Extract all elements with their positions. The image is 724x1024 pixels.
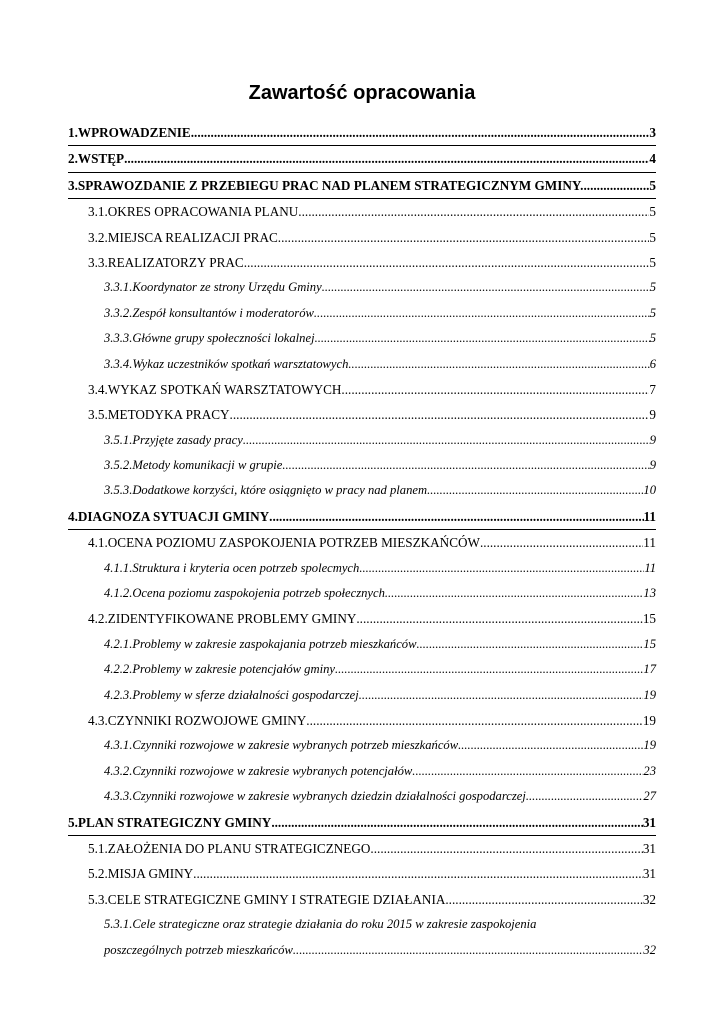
- toc-entry-label: 4.1.2.Ocena poziomu zaspokojenia potrzeb społecznych: [104, 586, 385, 601]
- toc-entry[interactable]: [68, 708, 656, 733]
- dot-leader: [359, 683, 644, 708]
- toc-page-number: 7: [649, 381, 656, 397]
- dot-leader: [359, 556, 644, 581]
- toc-entry[interactable]: [68, 912, 656, 937]
- toc-entry[interactable]: [68, 632, 656, 657]
- toc-entry[interactable]: [68, 657, 656, 682]
- toc-entry-label: 4.DIAGNOZA SYTUACJI GMINY: [68, 508, 270, 524]
- dot-leader: [583, 173, 649, 198]
- dot-leader: [335, 657, 643, 682]
- toc-entry-label: 5.PLAN STRATEGICZNY GMINY: [68, 814, 272, 830]
- toc-entry-label: 3.3.4.Wykaz uczestników spotkań warsztatowych: [104, 356, 349, 371]
- toc-entry-label: 4.1.OCENA POZIOMU ZASPOKOJENIA POTRZEB MIESZKAŃCÓW: [88, 535, 480, 551]
- dot-leader: [306, 708, 643, 733]
- dot-leader: [244, 250, 650, 275]
- toc-entry[interactable]: [68, 250, 656, 275]
- dot-leader: [458, 733, 643, 758]
- toc-page-number: 9: [649, 432, 656, 447]
- toc-entry-label: 4.2.3.Problemy w sferze działalności gospodarczej: [104, 687, 359, 702]
- toc-page-number: 5: [649, 177, 656, 193]
- toc-entry-label: 1.WPROWADZENIE: [68, 125, 191, 140]
- toc-page-number: 11: [643, 535, 656, 551]
- dot-leader: [191, 120, 650, 145]
- toc-page-number: 23: [643, 763, 656, 778]
- toc-entry[interactable]: [68, 275, 656, 300]
- toc-page-number: 11: [644, 560, 656, 575]
- dot-leader: [416, 632, 643, 657]
- toc-entry[interactable]: [68, 683, 656, 708]
- toc-entry[interactable]: [68, 530, 656, 555]
- toc-entry[interactable]: [68, 301, 656, 326]
- toc-page-number: 17: [643, 662, 656, 677]
- toc-entry[interactable]: [68, 581, 656, 606]
- toc-entry-label: 4.1.1.Struktura i kryteria ocen potrzeb spolecmych: [104, 560, 360, 575]
- toc-entry-continuation[interactable]: [68, 938, 656, 963]
- toc-page-number: 6: [649, 356, 656, 371]
- toc-entry-label: 3.5.METODYKA PRACY: [88, 407, 230, 423]
- dot-leader: [278, 225, 650, 250]
- toc-entry[interactable]: [68, 146, 656, 172]
- toc-entry-label: 4.2.1.Problemy w zakresie zaspokajania potrzeb mieszkańców: [104, 636, 417, 651]
- dot-leader: [412, 759, 643, 784]
- toc-page-number: 31: [642, 866, 656, 882]
- toc-entry[interactable]: [68, 836, 656, 861]
- toc-page-number: 5: [649, 204, 656, 220]
- dot-leader: [269, 504, 643, 529]
- toc-page-number: 31: [642, 814, 656, 830]
- toc-entry-label: 4.2.2.Problemy w zakresie potencjałów gminy: [104, 662, 335, 677]
- dot-leader: [348, 352, 649, 377]
- toc-entry[interactable]: [68, 556, 656, 581]
- dot-leader: [298, 199, 649, 224]
- toc-entry[interactable]: [68, 377, 656, 402]
- dot-leader: [193, 861, 643, 886]
- toc-entry-label: 3.3.REALIZATORZY PRAC: [88, 254, 244, 270]
- toc-entry[interactable]: [68, 120, 656, 146]
- toc-page-number: 9: [649, 458, 656, 473]
- toc-entry[interactable]: [68, 478, 656, 503]
- toc-entry-label: 3.4.WYKAZ SPOTKAŃ WARSZTATOWYCH: [88, 381, 342, 397]
- toc-entry[interactable]: [68, 606, 656, 631]
- toc-entry[interactable]: [68, 402, 656, 427]
- toc-page-number: 3: [649, 125, 656, 140]
- toc-entry[interactable]: [68, 173, 656, 199]
- toc-entry-label: 3.3.3.Główne grupy społeczności lokalnej: [104, 331, 315, 346]
- toc-page-number: 11: [643, 508, 656, 524]
- page-title: Zawartość opracowania: [248, 82, 476, 104]
- toc-page-number: 32: [642, 891, 656, 907]
- toc-entry-label: 3.SPRAWOZDANIE Z PRZEBIEGU PRAC NAD PLANEM STRATEGICZNYM GMINY.: [68, 177, 584, 193]
- toc-entry-label: 2.WSTĘP: [68, 151, 125, 167]
- dot-leader: [526, 784, 644, 809]
- toc-entry-label: 3.5.2.Metody komunikacji w grupie: [104, 458, 283, 473]
- dot-leader: [282, 453, 649, 478]
- dot-leader: [370, 836, 642, 861]
- toc-entry[interactable]: [68, 352, 656, 377]
- toc-page-number: 31: [642, 840, 656, 856]
- toc-page-number: 13: [643, 586, 656, 601]
- toc-page-number: 15: [642, 611, 656, 627]
- toc-entry[interactable]: [68, 199, 656, 224]
- toc-page-number: 9: [649, 407, 656, 423]
- toc-page-number: 5: [649, 229, 656, 245]
- toc-page-number: 32: [643, 942, 656, 957]
- toc-page-number: 19: [643, 687, 656, 702]
- toc-entry-label: 4.3.CZYNNIKI ROZWOJOWE GMINY: [88, 712, 307, 728]
- dot-leader: [356, 606, 642, 631]
- dot-leader: [124, 146, 649, 171]
- dot-leader: [293, 938, 644, 963]
- toc-entry[interactable]: [68, 225, 656, 250]
- dot-leader: [341, 377, 649, 402]
- toc-page-number: 19: [642, 712, 656, 728]
- toc-entry-label: poszczególnych potrzeb mieszkańców: [104, 942, 293, 957]
- toc-page-number: 5: [649, 280, 656, 295]
- toc-page-number: 19: [643, 738, 656, 753]
- toc-entry-label: 5.1.ZAŁOŻENIA DO PLANU STRATEGICZNEGO: [88, 840, 371, 856]
- dot-leader: [315, 326, 650, 351]
- toc-page-number: 10: [643, 483, 656, 498]
- toc-entry[interactable]: [68, 810, 656, 836]
- toc-entry[interactable]: [68, 453, 656, 478]
- dot-leader: [271, 810, 642, 835]
- toc-page-number: 5: [649, 305, 656, 320]
- toc-entry-label: 5.2.MISJA GMINY: [88, 866, 194, 882]
- toc-page-number: 4: [649, 151, 656, 167]
- toc-entry[interactable]: [68, 428, 656, 453]
- toc-entry[interactable]: [68, 759, 656, 784]
- dot-leader: [427, 478, 643, 503]
- toc-entry[interactable]: [68, 733, 656, 758]
- dot-leader: [480, 530, 643, 555]
- toc-entry[interactable]: [68, 784, 656, 809]
- dot-leader: [314, 301, 650, 326]
- toc-entry-label: 4.3.1.Czynniki rozwojowe w zakresie wybranych potrzeb mieszkańców: [104, 738, 459, 753]
- toc-entry-label: 3.3.2.Zespół konsultantów i moderatorów: [104, 305, 314, 320]
- dot-leader: [243, 428, 650, 453]
- toc-page-number: 5: [649, 331, 656, 346]
- toc-entry-label: 4.3.3.Czynniki rozwojowe w zakresie wybranych dziedzin działalności gospodarczej: [104, 789, 526, 804]
- toc-entry-label: 4.2.ZIDENTYFIKOWANE PROBLEMY GMINY: [88, 611, 357, 627]
- dot-leader: [445, 887, 642, 912]
- table-of-contents: [68, 120, 656, 963]
- toc-entry-label: 3.5.1.Przyjęte zasady pracy: [104, 432, 243, 447]
- toc-entry-label: 4.3.2.Czynniki rozwojowe w zakresie wybranych potencjałów: [104, 763, 413, 778]
- toc-entry[interactable]: [68, 861, 656, 886]
- dot-leader: [230, 402, 650, 427]
- toc-page-number: 15: [643, 636, 656, 651]
- toc-entry[interactable]: [68, 887, 656, 912]
- toc-entry-label: 5.3.1.Cele strategiczne oraz strategie działania do roku 2015 w zakresie zaspokojenia: [104, 917, 537, 932]
- toc-page-number: 5: [649, 254, 656, 270]
- toc-entry[interactable]: [68, 504, 656, 530]
- toc-entry-label: 3.5.3.Dodatkowe korzyści, które osiągnięto w pracy nad planem: [104, 483, 428, 498]
- toc-entry-label: 5.3.CELE STRATEGICZNE GMINY I STRATEGIE DZIAŁANIA: [88, 891, 446, 907]
- dot-leader: [322, 275, 650, 300]
- toc-entry-label: 3.3.1.Koordynator ze strony Urzędu Gminy: [104, 280, 322, 295]
- toc-entry-label: 3.1.OKRES OPRACOWANIA PLANU: [88, 204, 299, 220]
- toc-entry[interactable]: [68, 326, 656, 351]
- dot-leader: [385, 581, 644, 606]
- toc-page-number: 27: [643, 789, 656, 804]
- toc-entry-label: 3.2.MIEJSCA REALIZACJI PRAC: [88, 229, 278, 245]
